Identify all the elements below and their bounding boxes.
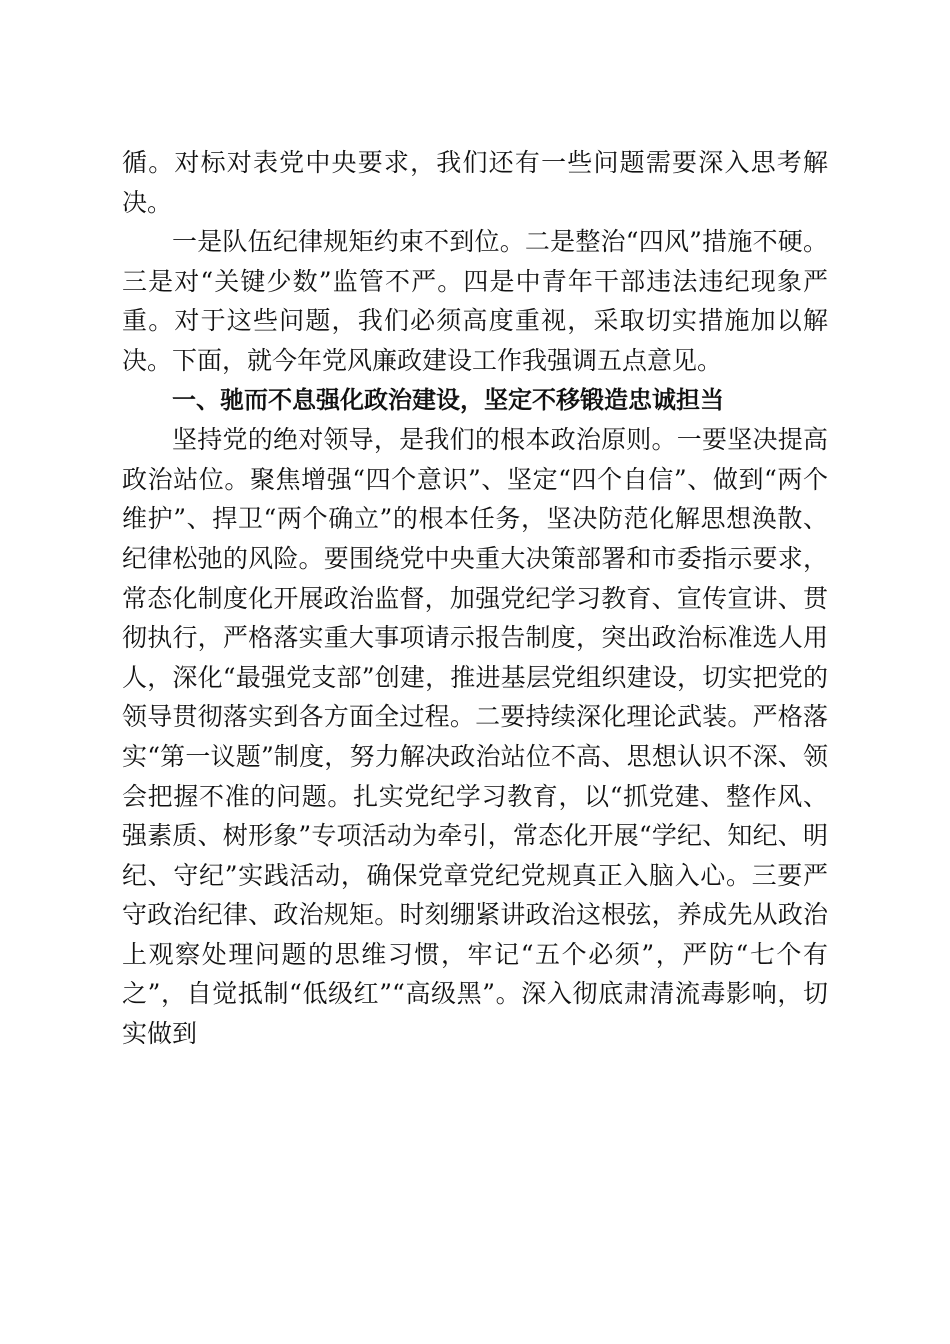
document-page bbox=[122, 143, 828, 1054]
section-heading: 一、驰而不息强化政治建设，坚定不移锻造忠诚担当 bbox=[172, 385, 724, 414]
paragraph-political-building: 坚持党的绝对领导，是我们的根本政治原则。一要坚决提高政治站位。聚焦增强“四个意识”、坚定“四个自信”、做到“两个维护”、捍卫“两个确立”的根本任务，坚决防范化解思想涣散、纪律松弛的风险。要围绕党中央重大决策部署和市委指示要求，常态化制度化开展政治监督，加强党纪学习教育、宣传宣讲、贯彻执行，严格落实重大事项请示报告制度，突出政治标准选人用人，深化“最强党支部”创建，推进基层党组织建设，切实把党的领导贯彻落实到各方面全过程。二要持续深化理论武装。严格落实“第一议题”制度，努力解决政治站位不高、思想认识不深、领会把握不准的问题。扎实党纪学习教育，以“抓党建、整作风、强素质、树形象”专项活动为牵引，常态化开展“学纪、知纪、明纪、守纪”实践活动，确保党章党纪党规真正入脑入心。三要严守政治纪律、政治规矩。时刻绷紧讲政治这根弦，养成先从政治上观察处理问题的思维习惯，牢记“五个必须”，严防“七个有之”，自觉抵制“低级红”“高级黑”。深入彻底肃清流毒影响，切实做到 bbox=[122, 425, 828, 1049]
paragraph-problems: 一是队伍纪律规矩约束不到位。二是整治“四风”措施不硬。三是对“关键少数”监管不严。四是中青年干部违法违纪现象严重。对于这些问题，我们必须高度重视，采取切实措施加以解决。下面，就今年党风廉政建设工作我强调五点意见。 bbox=[122, 227, 828, 375]
paragraph-continuation: 循。对标对表党中央要求，我们还有一些问题需要深入思考解决。 bbox=[122, 148, 828, 217]
